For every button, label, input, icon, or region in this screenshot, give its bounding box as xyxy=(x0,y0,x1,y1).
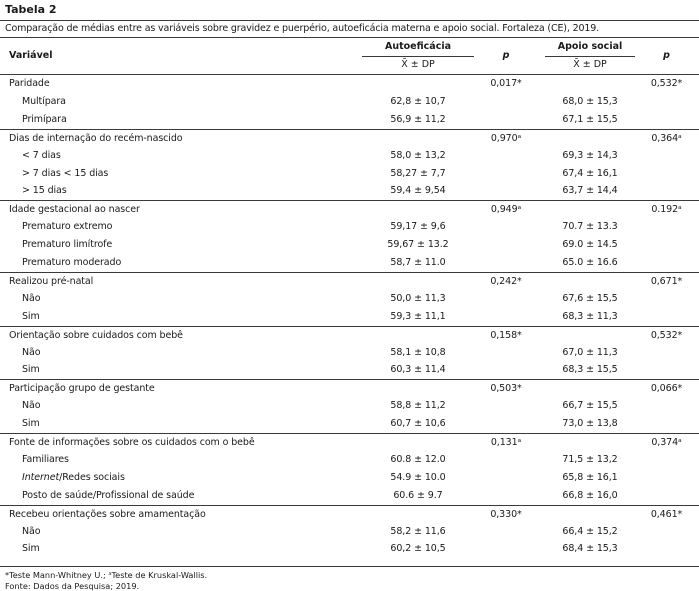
p-value-autoeficacia: 0,970ᵃ xyxy=(490,132,522,144)
row-label: Não xyxy=(22,292,41,304)
group-row xyxy=(0,433,699,452)
row-label: Sim xyxy=(22,310,40,322)
row-label: Paridade xyxy=(9,78,50,89)
apoio-value: 67,1 ± 15,5 xyxy=(562,113,618,125)
autoeficacia-value: 58,8 ± 11,2 xyxy=(390,400,446,412)
apoio-value: 67,0 ± 11,3 xyxy=(562,346,618,358)
table-caption: Comparação de médias entre as variáveis sobre gravidez e puerpério, autoeficácia materna e apoio social. Fortaleza (CE), 2019. xyxy=(5,23,600,34)
table-row xyxy=(0,111,699,129)
header-apoio: Apoio social xyxy=(557,41,623,52)
row-label: Posto de saúde/Profissional de saúde xyxy=(22,489,195,501)
p-value-apoio: 0,066* xyxy=(650,383,683,395)
apoio-value: 66,8 ± 16,0 xyxy=(562,489,618,501)
autoeficacia-value: 59,17 ± 9,6 xyxy=(390,221,446,233)
row-label: Sim xyxy=(22,543,40,555)
group-row xyxy=(0,379,699,398)
group-row xyxy=(0,200,699,219)
row-label: > 15 dias xyxy=(22,185,67,197)
autoeficacia-value: 59,3 ± 11,1 xyxy=(390,310,446,322)
row-label: < 7 dias xyxy=(22,149,61,161)
table-row xyxy=(0,308,699,326)
table-row xyxy=(0,165,699,183)
group-row xyxy=(0,326,699,345)
autoeficacia-value: 60,2 ± 10,5 xyxy=(390,543,446,555)
row-label: Sim xyxy=(22,364,40,376)
p-value-apoio: 0,374ᵃ xyxy=(651,437,682,448)
table-row xyxy=(0,415,699,433)
table-row xyxy=(0,397,699,415)
row-label xyxy=(22,472,125,483)
apoio-value: 67,4 ± 16,1 xyxy=(562,167,618,179)
row-label: Prematuro limítrofe xyxy=(22,239,113,251)
autoeficacia-value: 59,4 ± 9,54 xyxy=(390,185,446,197)
top-rule xyxy=(0,20,699,21)
row-label: Prematuro extremo xyxy=(22,221,113,233)
p-value-autoeficacia: 0,131ᵃ xyxy=(490,437,522,448)
table-row xyxy=(0,469,699,487)
table-row xyxy=(0,487,699,505)
table-row xyxy=(0,540,699,558)
p-value-autoeficacia: 0,017* xyxy=(490,78,522,89)
apoio-value: 65.0 ± 16.6 xyxy=(562,257,618,268)
apoio-value: 69.0 ± 14.5 xyxy=(562,239,618,251)
header-p2: p xyxy=(663,50,670,61)
autoeficacia-value: 54.9 ± 10.0 xyxy=(390,471,446,483)
apoio-value: 68,3 ± 15,5 xyxy=(562,364,618,376)
autoeficacia-value: 60,7 ± 10,6 xyxy=(390,418,446,430)
row-label: Familiares xyxy=(22,453,69,465)
autoeficacia-value: 58,7 ± 11.0 xyxy=(390,257,446,268)
row-label: Participação grupo de gestante xyxy=(9,383,155,395)
table-row xyxy=(0,344,699,362)
row-label-italic: Internet xyxy=(22,471,60,483)
header-variable: Variável xyxy=(9,50,53,61)
autoeficacia-value: 50,0 ± 11,3 xyxy=(390,292,446,304)
table-title: Tabela 2 xyxy=(5,3,57,16)
table-row xyxy=(0,236,699,254)
caption-rule xyxy=(0,37,699,38)
row-label: Fonte de informações sobre os cuidados com o bebê xyxy=(9,437,255,448)
header-apoio-sub: X̄ ± DP xyxy=(573,59,607,70)
p-value-autoeficacia: 0,330* xyxy=(490,508,522,520)
autoeficacia-value: 58,0 ± 13,2 xyxy=(390,149,446,161)
header-autoeficacia: Autoeficácia xyxy=(384,41,451,52)
table-row xyxy=(0,182,699,200)
row-label-rest: /Redes sociais xyxy=(59,471,125,483)
apoio-value: 63,7 ± 14,4 xyxy=(562,185,618,197)
row-label: Recebeu orientações sobre amamentação xyxy=(9,508,206,520)
p-value-apoio: 0,532* xyxy=(650,78,683,89)
row-label: Não xyxy=(22,346,41,358)
apoio-value: 68,3 ± 11,3 xyxy=(562,310,618,322)
apoio-value: 73,0 ± 13,8 xyxy=(562,418,618,430)
header-p1: p xyxy=(502,50,510,61)
row-label: Prematuro moderado xyxy=(22,257,122,268)
footnote-tests: *Teste Mann-Whitney U.; ᵃTeste de Kruskal-Wallis. xyxy=(5,570,208,580)
autoeficacia-value: 60,3 ± 11,4 xyxy=(390,364,446,376)
apoio-value: 71,5 ± 13,2 xyxy=(562,453,618,465)
autoeficacia-value: 58,27 ± 7,7 xyxy=(390,167,446,179)
bottom-rule xyxy=(0,566,699,567)
row-label: Não xyxy=(22,400,41,412)
row-label: Não xyxy=(22,525,41,537)
p-value-autoeficacia: 0,158* xyxy=(490,329,522,341)
table-row xyxy=(0,93,699,111)
header-apoio-underline xyxy=(545,56,635,57)
autoeficacia-value: 60.8 ± 12.0 xyxy=(390,453,446,465)
table-row xyxy=(0,254,699,272)
row-label: Primípara xyxy=(22,113,67,125)
table-row xyxy=(0,361,699,379)
apoio-value: 67,6 ± 15,5 xyxy=(562,292,618,304)
row-label: Realizou pré-natal xyxy=(9,275,94,287)
row-label: Multípara xyxy=(22,95,66,107)
p-value-apoio: 0.192ᵃ xyxy=(651,204,682,216)
autoeficacia-value: 59,67 ± 13.2 xyxy=(387,239,449,251)
header-autoeficacia-sub: X̄ ± DP xyxy=(401,59,435,70)
group-row xyxy=(0,272,699,291)
autoeficacia-value: 56,9 ± 11,2 xyxy=(390,113,446,125)
p-value-apoio: 0,364ᵃ xyxy=(651,132,682,144)
autoeficacia-value: 62,8 ± 10,7 xyxy=(390,95,446,107)
table-row xyxy=(0,451,699,469)
row-label: > 7 dias < 15 dias xyxy=(22,167,109,179)
p-value-autoeficacia: 0,949ᵃ xyxy=(490,204,522,216)
p-value-apoio: 0,532* xyxy=(650,329,683,341)
row-label: Sim xyxy=(22,418,40,430)
group-row xyxy=(0,129,699,148)
p-value-apoio: 0,671* xyxy=(650,275,683,287)
apoio-value: 69,3 ± 14,3 xyxy=(562,149,618,161)
autoeficacia-value: 58,1 ± 10,8 xyxy=(390,346,446,358)
apoio-value: 65,8 ± 16,1 xyxy=(562,471,618,483)
group-row xyxy=(0,75,699,93)
row-label: Orientação sobre cuidados com bebê xyxy=(9,329,183,341)
autoeficacia-value: 60.6 ± 9.7 xyxy=(393,489,443,501)
autoeficacia-value: 58,2 ± 11,6 xyxy=(390,525,446,537)
apoio-value: 70.7 ± 13.3 xyxy=(562,221,618,233)
apoio-value: 68,0 ± 15,3 xyxy=(562,95,618,107)
p-value-autoeficacia: 0,503* xyxy=(490,383,522,395)
table-row xyxy=(0,290,699,308)
p-value-apoio: 0,461* xyxy=(650,508,683,520)
table-row xyxy=(0,218,699,236)
apoio-value: 66,4 ± 15,2 xyxy=(562,525,618,537)
apoio-value: 66,7 ± 15,5 xyxy=(562,400,618,412)
apoio-value: 68,4 ± 15,3 xyxy=(562,543,618,555)
row-label: Dias de internação do recém-nascido xyxy=(9,132,183,144)
header-autoeficacia-underline xyxy=(362,56,474,57)
footnote-source: Fonte: Dados da Pesquisa; 2019. xyxy=(5,581,140,591)
p-value-autoeficacia: 0,242* xyxy=(490,275,522,287)
table-row xyxy=(0,523,699,541)
table-row xyxy=(0,147,699,165)
row-label: Idade gestacional ao nascer xyxy=(9,204,140,216)
group-row xyxy=(0,505,699,524)
